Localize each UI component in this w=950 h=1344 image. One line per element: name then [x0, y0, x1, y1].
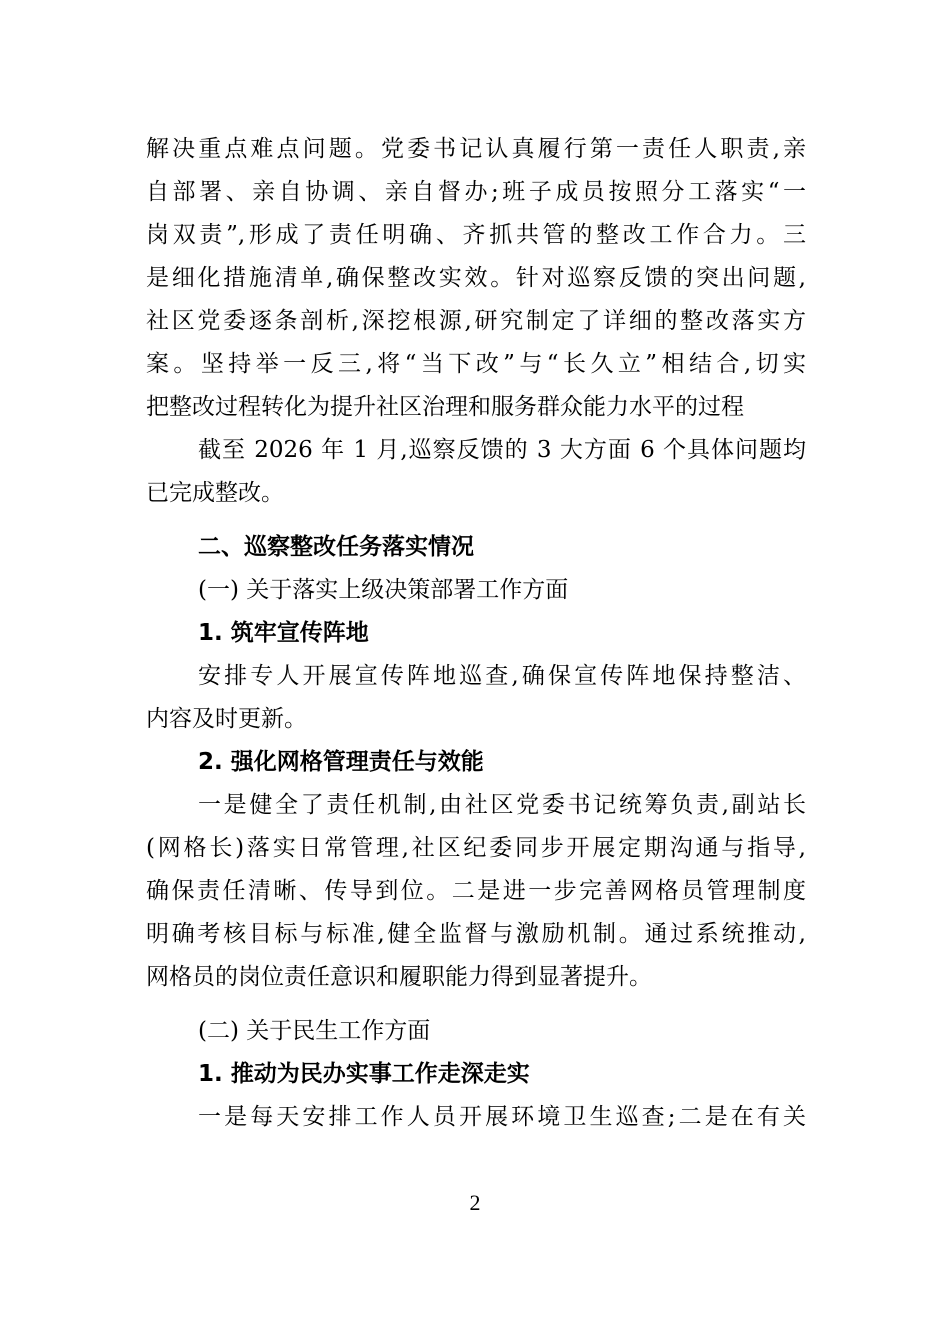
paragraph-practical-matters [146, 1096, 806, 1139]
item-heading-practical-matters: 1. 推动为民办实事工作走深走实 [198, 1061, 530, 1087]
paragraph-completion-status [146, 429, 806, 515]
text-line: 明确考核目标与标准,健全监督与激励机制。通过系统推动, [146, 921, 806, 947]
text-line: 一是每天安排工作人员开展环境卫生巡查;二是在有关 [198, 1104, 806, 1130]
item-heading-grid-management: 2. 强化网格管理责任与效能 [198, 749, 484, 775]
page-number: 2 [469, 1190, 481, 1215]
text-line: 把整改过程转化为提升社区治理和服务群众能力水平的过程 [146, 394, 744, 420]
text-line: 解决重点难点问题。党委书记认真履行第一责任人职责,亲 [146, 136, 806, 162]
text-line: 截至 2026 年 1 月,巡察反馈的 3 大方面 6 个具体问题均 [198, 437, 806, 463]
text-line: 一是健全了责任机制,由社区党委书记统筹负责,副站长 [198, 792, 806, 818]
paragraph-grid-management [146, 784, 806, 999]
text-line: 内容及时更新。 [146, 706, 307, 732]
document-body [146, 128, 806, 1139]
text-line: 安排专人开展宣传阵地巡查,确保宣传阵地保持整洁、 [198, 663, 806, 689]
item-heading-propaganda: 1. 筑牢宣传阵地 [198, 620, 369, 646]
paragraph-rectification-measures [146, 128, 806, 429]
text-line: 岗双责”,形成了责任明确、齐抓共管的整改工作合力。三 [146, 222, 806, 248]
text-line: 网格员的岗位责任意识和履职能力得到显著提升。 [146, 964, 652, 990]
text-line: 社区党委逐条剖析,深挖根源,研究制定了详细的整改落实方 [146, 308, 806, 334]
subsection-heading-1: (一) 关于落实上级决策部署工作方面 [198, 577, 569, 603]
text-line: (网格长)落实日常管理,社区纪委同步开展定期沟通与指导, [146, 835, 806, 861]
text-line: 案。坚持举一反三,将“当下改”与“长久立”相结合,切实 [146, 351, 806, 377]
paragraph-propaganda [146, 655, 806, 741]
subsection-heading-2: (二) 关于民生工作方面 [198, 1018, 431, 1044]
text-line: 确保责任清晰、传导到位。二是进一步完善网格员管理制度 [146, 878, 806, 904]
text-line: 自部署、亲自协调、亲自督办;班子成员按照分工落实“一 [146, 179, 806, 205]
text-line: 是细化措施清单,确保整改实效。针对巡察反馈的突出问题, [146, 265, 806, 291]
section-heading-2: 二、巡察整改任务落实情况 [198, 534, 474, 560]
text-line: 已完成整改。 [146, 480, 284, 506]
